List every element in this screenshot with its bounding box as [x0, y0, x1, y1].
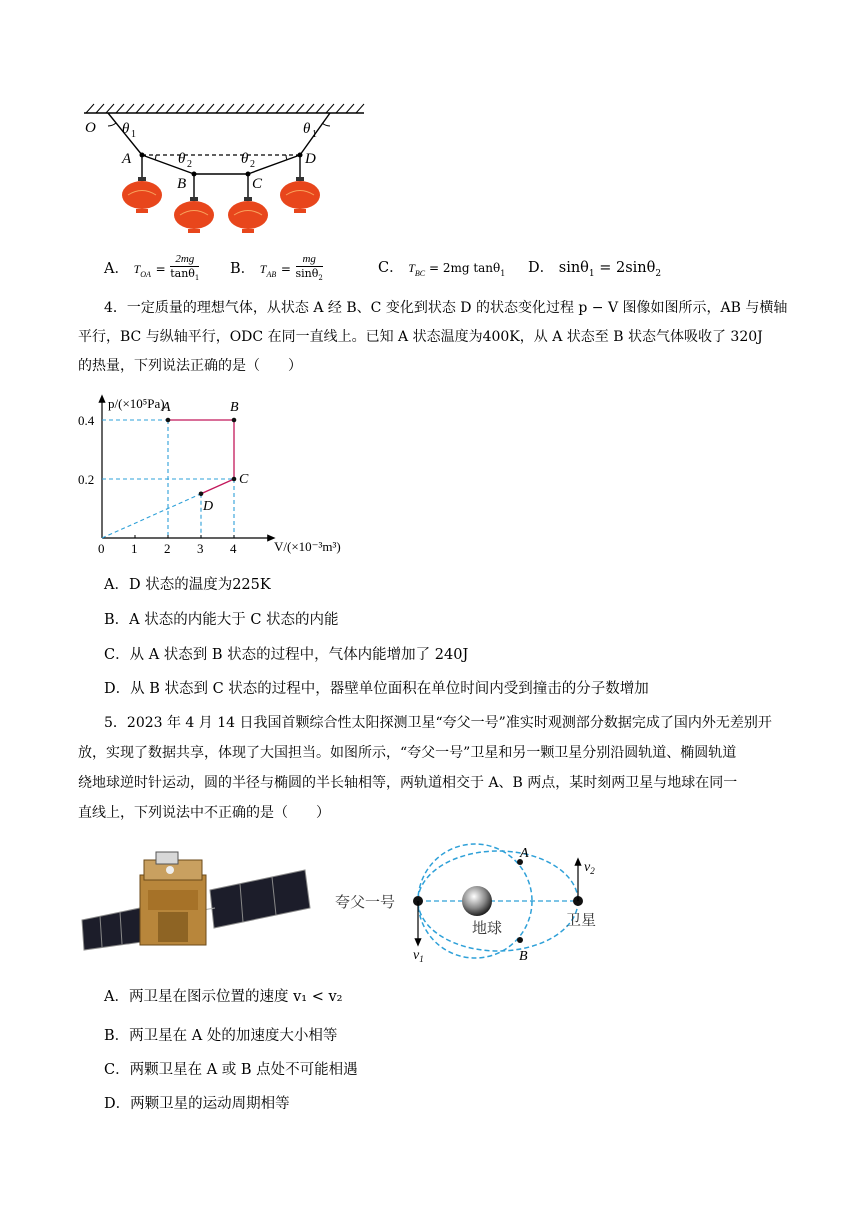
segment-CD	[201, 479, 234, 494]
label-theta1-right: θ	[303, 121, 311, 137]
lantern-figure	[80, 100, 370, 240]
label-satellite: 卫星	[566, 913, 597, 929]
label-v2: $v_2$	[584, 860, 595, 876]
label-theta2-right: θ	[241, 151, 249, 167]
y-tick-label: 0.4	[78, 413, 95, 428]
x-tick-label: 1	[131, 541, 138, 556]
svg-text:2: 2	[187, 159, 192, 170]
line-O-D	[102, 494, 201, 538]
q4-option-a[interactable]: A．D 状态的温度为225K	[104, 577, 271, 593]
q3-option-c[interactable]: C． $T_{BC} = 2mg$ tanθ$_1$	[378, 260, 506, 278]
q3-option-a[interactable]: A． $T_{OA}$ = $\frac{2mg}{\tan\theta_1}$	[104, 253, 200, 283]
pv-graph	[76, 392, 376, 562]
label-D: D	[305, 151, 316, 167]
q5-option-a[interactable]: A．两卫星在图示位置的速度 v₁ < v₂	[104, 989, 343, 1005]
y-tick-label: 0.2	[78, 472, 95, 487]
point-label-D: D	[203, 498, 214, 514]
point-label-C: C	[239, 472, 249, 487]
point-A	[166, 418, 171, 423]
lantern	[280, 177, 320, 213]
q5-stem-line2: 放，实现了数据共享，体现了大国担当。如图所示，“夸父一号”卫星和另一颗卫星分别沿圆轨道、椭圆轨道	[78, 745, 737, 761]
label-C: C	[252, 176, 263, 192]
lantern	[228, 197, 268, 233]
label-O: O	[85, 120, 96, 136]
label-theta2-left: θ	[178, 151, 186, 167]
q5-stem-line4: 直线上，下列说法中不正确的是（ ）	[78, 805, 330, 821]
q5-stem-line3: 绕地球逆时针运动，圆的半径与椭圆的半长轴相等，两轨道相交于 A、B 两点，某时刻两卫星与地球在同一	[78, 775, 738, 791]
label-A: A	[520, 846, 529, 861]
svg-text:1: 1	[312, 129, 317, 140]
x-tick-label: 3	[197, 541, 204, 556]
q3-option-b[interactable]: B． $T_{AB}$ = $\frac{mg}{\sin\theta_2}$	[230, 253, 323, 283]
q5-option-d[interactable]: D．两颗卫星的运动周期相等	[104, 1096, 290, 1112]
q5-option-b[interactable]: B．两卫星在 A 处的加速度大小相等	[104, 1028, 338, 1044]
label-kuafu: 夸父一号	[335, 895, 396, 911]
x-tick-label: 2	[164, 541, 171, 556]
q4-stem-line2: 平行，BC 与纵轴平行，ODC 在同一直线上。已知 A 状态温度为400K，从 A 状态至 B 状态气体吸收了 320J	[78, 329, 763, 345]
q4-option-c[interactable]: C．从 A 状态到 B 状态的过程中，气体内能增加了 240J	[104, 647, 469, 663]
label-v1: $v_1$	[413, 948, 424, 964]
label-A: A	[122, 151, 132, 167]
lantern	[122, 177, 162, 213]
q4-stem-line3: 的热量，下列说法正确的是（ ）	[78, 358, 302, 374]
point-label-A: A	[162, 400, 171, 415]
x-axis-label: V/(×10⁻³m³)	[274, 539, 341, 554]
q5-stem-line1: 5．2023 年 4 月 14 日我国首颗综合性太阳探测卫星“夸父一号”准实时观测部分数据完成了国内外无差别开	[104, 715, 772, 731]
y-axis-label: p/(×10⁵Pa)	[108, 396, 165, 411]
x-tick-label: 0	[98, 541, 105, 556]
point-label-B: B	[230, 400, 239, 415]
point-D	[199, 491, 204, 496]
x-tick-label: 4	[230, 541, 237, 556]
q4-stem-line1: 4．一定质量的理想气体，从状态 A 经 B、C 变化到状态 D 的状态变化过程 p − V 图像如图所示，AB 与横轴	[104, 300, 788, 316]
point-C	[232, 477, 237, 482]
q5-option-c[interactable]: C．两颗卫星在 A 或 B 点处不可能相遇	[104, 1062, 358, 1078]
point-B	[232, 418, 237, 423]
svg-text:1: 1	[131, 129, 136, 140]
label-earth: 地球	[472, 921, 503, 937]
label-B: B	[177, 176, 187, 192]
label-B: B	[519, 949, 528, 964]
q4-option-b[interactable]: B．A 状态的内能大于 C 状态的内能	[104, 612, 339, 628]
earth	[462, 886, 492, 916]
q3-option-d[interactable]: D． sinθ$_1$ = 2sinθ$_2$	[528, 260, 662, 279]
orbit-diagram	[335, 835, 615, 975]
q4-option-d[interactable]: D．从 B 状态到 C 状态的过程中，器壁单位面积在单位时间内受到撞击的分子数增加	[104, 681, 649, 697]
satellite-image	[80, 850, 320, 955]
svg-text:2: 2	[250, 159, 255, 170]
lantern	[174, 197, 214, 233]
label-theta1-left: θ	[122, 121, 130, 137]
